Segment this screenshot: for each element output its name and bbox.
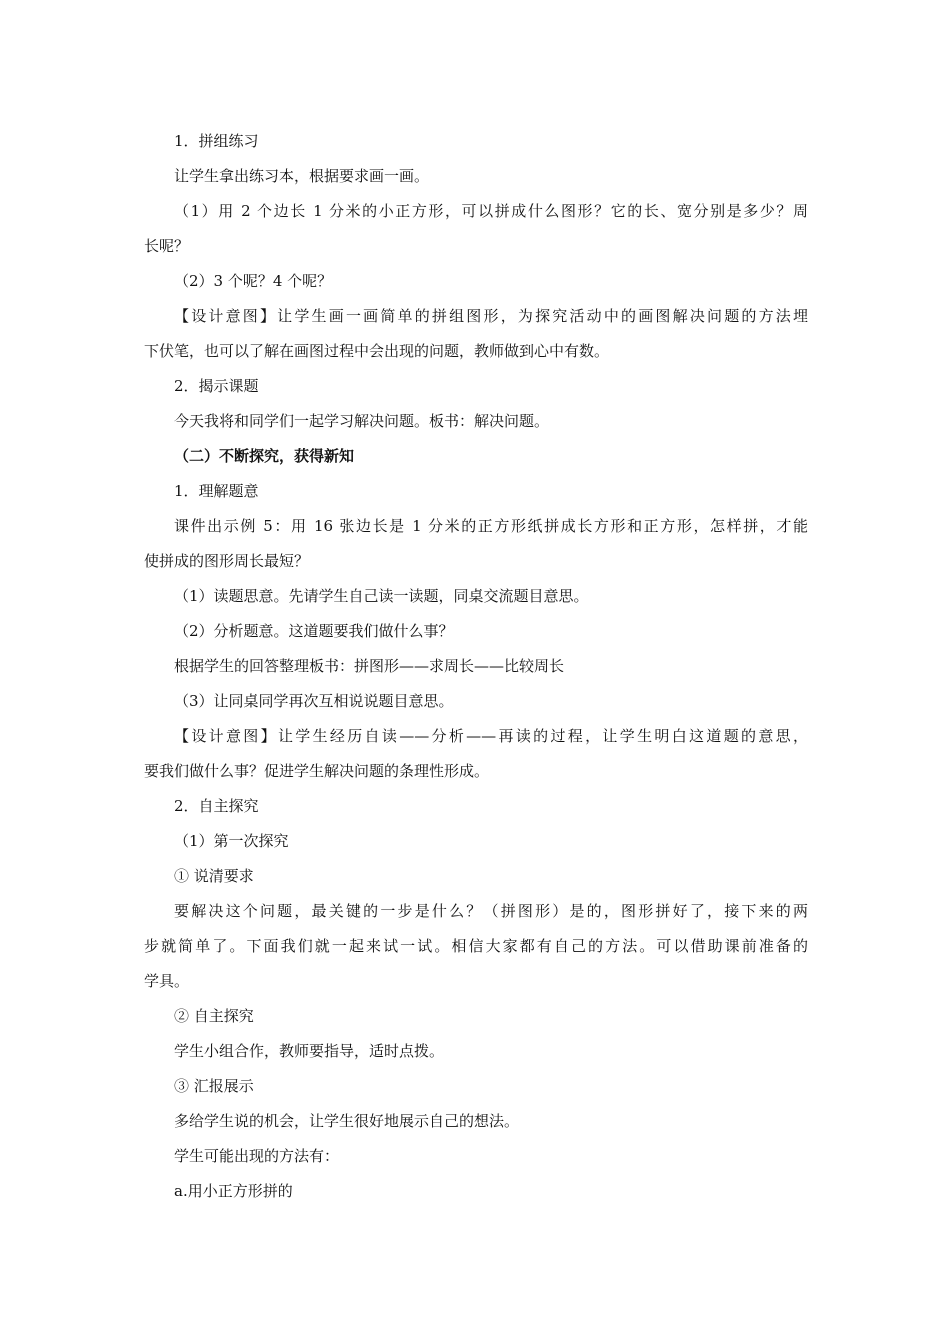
paragraph-line: 要解决这个问题，最关键的一步是什么？（拼图形）是的，图形拼好了，接下来的两 (174, 902, 808, 920)
paragraph-line: （1）第一次探究 (174, 832, 289, 850)
document-body (144, 124, 808, 1209)
design-intent-line: 【设计意图】让学生经历自读——分析——再读的过程，让学生明白这道题的意思， (174, 727, 808, 745)
paragraph-line: a.用小正方形拼的 (174, 1182, 293, 1200)
heading-jieshi-keti: 2．揭示课题 (174, 377, 259, 395)
heading-zizhu-tanjiu: 2．自主探究 (174, 797, 259, 815)
paragraph-line: 学具。 (144, 972, 190, 990)
heading-pinzu-lianxi: 1．拼组练习 (174, 132, 259, 150)
paragraph-line: 长呢？ (144, 237, 190, 255)
paragraph-line: 课件出示例 5：用 16 张边长是 1 分米的正方形纸拼成长方形和正方形，怎样拼，才能 (174, 517, 808, 535)
paragraph-line: 今天我将和同学们一起学习解决问题。板书：解决问题。 (174, 412, 550, 430)
paragraph-line: 学生小组合作，教师要指导，适时点拨。 (174, 1042, 445, 1060)
paragraph-line: 让学生拿出练习本，根据要求画一画。 (174, 167, 430, 185)
paragraph-line: 步就简单了。下面我们就一起来试一试。相信大家都有自己的方法。可以借助课前准备的 (144, 937, 808, 955)
paragraph-line: 学生可能出现的方法有： (174, 1147, 340, 1165)
paragraph-line: （1）读题思意。先请学生自己读一读题，同桌交流题目意思。 (174, 587, 589, 605)
paragraph-line: （3）让同桌同学再次互相说说题目意思。 (174, 692, 454, 710)
paragraph-line: 多给学生说的机会，让学生很好地展示自己的想法。 (174, 1112, 520, 1130)
paragraph-line: 要我们做什么事？促进学生解决问题的条理性形成。 (144, 762, 490, 780)
paragraph-line: 根据学生的回答整理板书：拼图形——求周长——比较周长 (174, 657, 565, 675)
paragraph-line: （2）分析题意。这道题要我们做什么事？ (174, 622, 454, 640)
heading-lijie-tiyi: 1．理解题意 (174, 482, 259, 500)
design-intent-line: 【设计意图】让学生画一画简单的拼组图形，为探究活动中的画图解决问题的方法埋 (174, 307, 808, 325)
paragraph-line: 下伏笔，也可以了解在画图过程中会出现的问题，教师做到心中有数。 (144, 342, 610, 360)
paragraph-line: ② 自主探究 (174, 1007, 254, 1025)
paragraph-line: 使拼成的图形周长最短？ (144, 552, 310, 570)
paragraph-line: ③ 汇报展示 (174, 1077, 254, 1095)
paragraph-line: （1）用 2 个边长 1 分米的小正方形，可以拼成什么图形？它的长、宽分别是多少？周 (174, 202, 808, 220)
paragraph-line: （2）3 个呢？4 个呢？ (174, 272, 333, 290)
paragraph-line: ① 说清要求 (174, 867, 254, 885)
section-heading: （二）不断探究，获得新知 (174, 447, 355, 465)
